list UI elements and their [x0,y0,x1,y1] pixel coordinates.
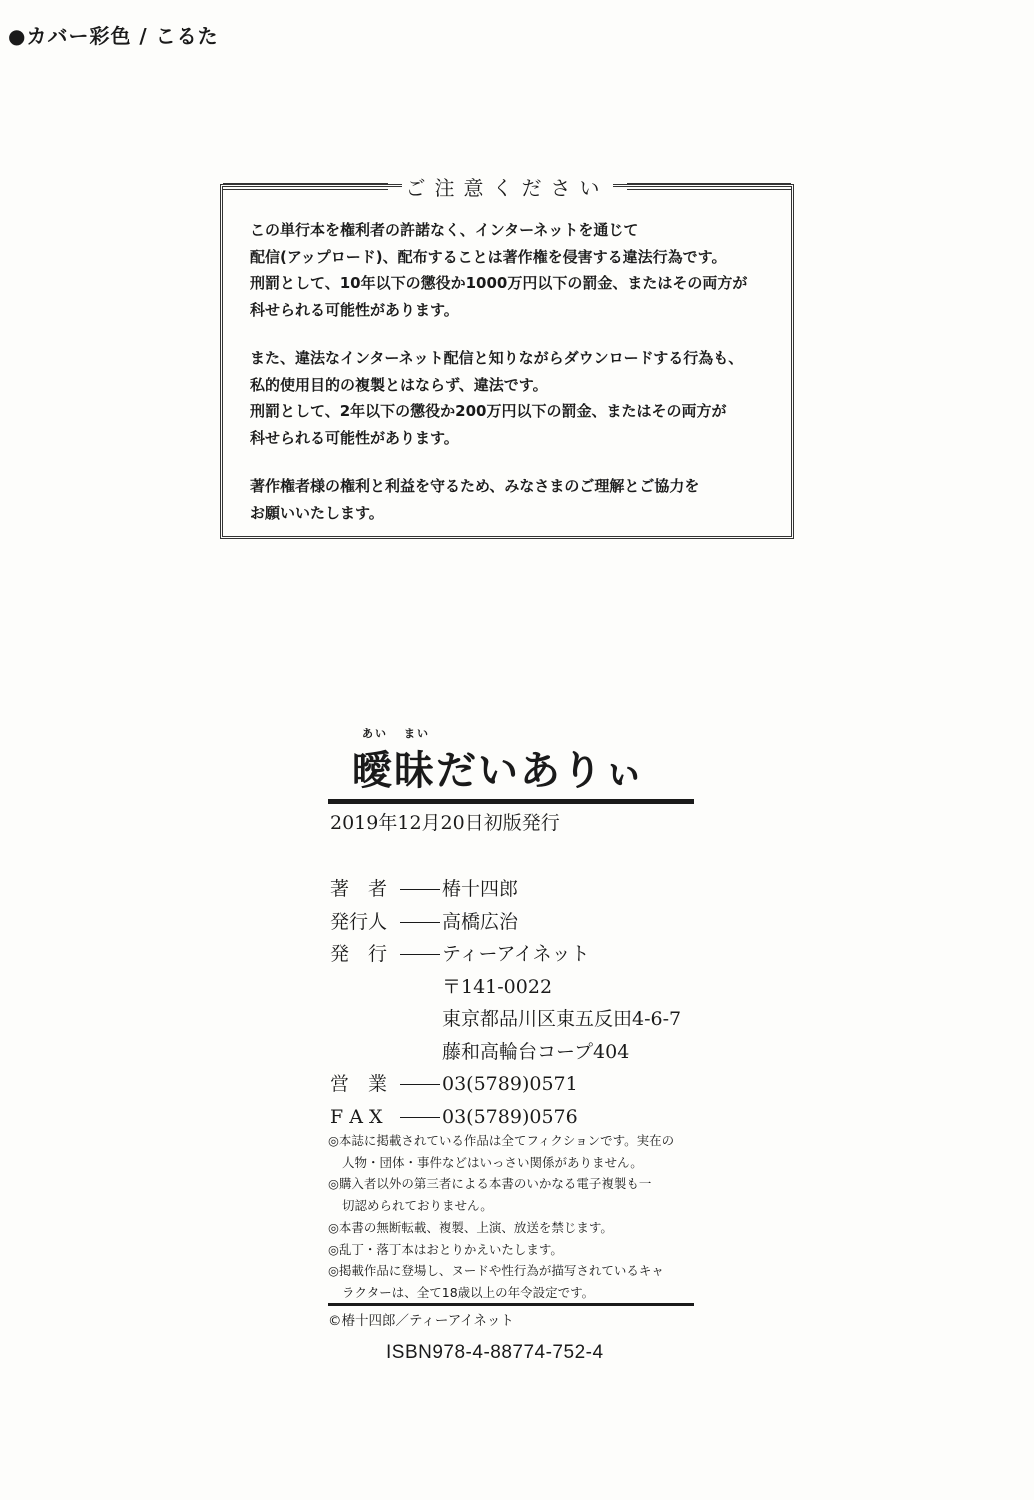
credit-publisher [330,938,681,971]
credit-dash [400,922,440,923]
credit-label: 営 業 [330,1073,388,1095]
copyright-line: ©椿十四郎／ティーアイネット [328,1313,514,1329]
notice-line: この単行本を権利者の許諾なく、インターネットを通じて [250,221,639,239]
note-line: 人物・団体・事件などはいっさい関係がありません。 [342,1154,643,1170]
notice-header [223,173,791,199]
notice-rule-right [627,183,792,190]
note-line: ◎掲載作品に登場し、ヌードや性行為が描写されているキャ [328,1263,664,1279]
credit-value: ティーアイネット [442,943,590,965]
note-line: ◎購入者以外の第三者による本書のいかなる電子複製も一 [328,1176,652,1192]
notice-line: 刑罰として、2年以下の懲役か200万円以下の罰金、またはその両方が [250,402,727,420]
notice-body [250,217,781,548]
credit-postal: 〒141-0022 [442,975,553,998]
note-line: ◎本誌に掲載されている作品は全てフィクションです。実在の [328,1133,675,1148]
credit-label: F A X [330,1105,383,1128]
note-line: ラクターは、全て18歳以上の年令設定です。 [342,1284,595,1300]
credit-publisher-person [330,906,681,939]
credit-value: 03(5789)0576 [442,1105,578,1128]
credit-dash [400,954,440,955]
title-ruby-mai: まい [404,727,430,740]
credit-dash [400,1084,440,1085]
isbn: ISBN978-4-88774-752-4 [386,1342,604,1363]
publish-date: 2019年12月20日初版発行 [330,812,560,834]
notice-line: 配信(アップロード)、配布することは著作権を侵害する違法行為です。 [250,247,727,266]
credit-address-2: 藤和高輪台コープ404 [442,1040,630,1063]
credit-label: 発 行 [330,943,388,965]
credit-value: 椿十四郎 [442,878,519,900]
credit-value: 03(5789)0571 [442,1073,578,1095]
credit-value: 高橋広治 [442,910,519,933]
title-rule [328,799,694,804]
credit-sales [330,1068,681,1101]
credit-author [330,873,681,906]
cover-coloring-credit: ●カバー彩色 / こるた [8,24,219,48]
credit-fax [330,1101,681,1134]
notice-line: 科せられる可能性があります。 [250,300,459,319]
credit-address-1: 東京都品川区東五反田4-6-7 [442,1008,682,1030]
notice-line: 刑罰として、10年以下の懲役か1000万円以下の罰金、またはその両方が [250,274,748,292]
notice-paragraph-3 [250,473,781,526]
credit-dash [400,1117,440,1118]
credits-block [330,873,681,1133]
notice-line: 科せられる可能性があります。 [250,428,459,447]
note-line: ◎本書の無断転載、複製、上演、放送を禁じます。 [328,1219,613,1235]
notice-line: 著作権者様の権利と利益を守るため、みなさまのご理解とご協力を [250,477,700,495]
book-title: 曖昧だいありぃ [352,747,646,794]
note-line: ◎乱丁・落丁本はおとりかえいたします。 [328,1241,563,1257]
credit-label: 著 者 [330,878,388,900]
notice-paragraph-1 [250,217,781,323]
notice-line: また、違法なインターネット配信と知りながらダウンロードする行為も、 [250,349,744,367]
title-ruby-ai: あい [362,727,388,740]
notes-rule [328,1303,694,1306]
notice-line: お願いいたします。 [250,503,384,522]
notice-title: ご注意ください [402,172,613,201]
notice-line: 私的使用目的の複製とはならず、違法です。 [250,375,548,394]
notice-paragraph-2 [250,345,781,451]
notice-rule-left [223,183,388,190]
credit-label: 発行人 [330,910,388,933]
credit-dash [400,889,440,890]
legal-notes [328,1130,674,1304]
note-line: 切認められておりません。 [342,1198,493,1214]
copyright-notice-box [220,175,794,539]
